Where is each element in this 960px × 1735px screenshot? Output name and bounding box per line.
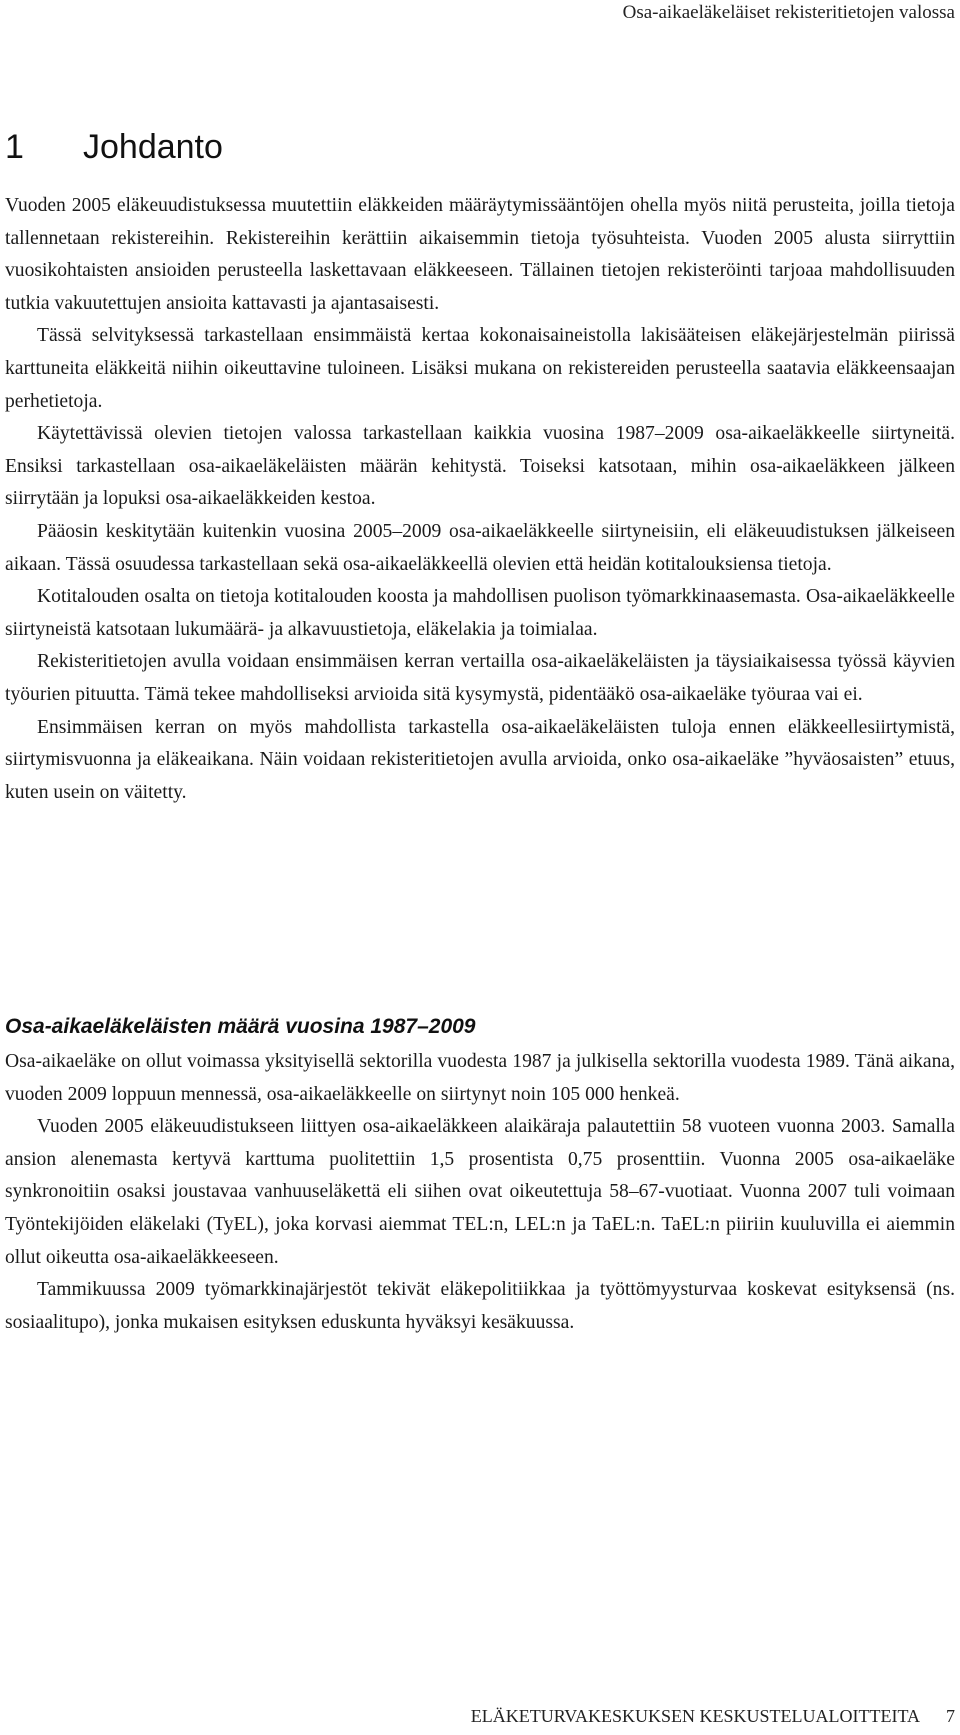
paragraph: Osa-aikaeläke on ollut voimassa yksityisellä sektorilla vuodesta 1987 ja julkisella sektorilla vuodesta 1989. Tänä aikana, vuoden 2009 loppuun mennessä, osa-aikaeläkkeelle on siirtynyt noin 105 000 henkeä. bbox=[5, 1051, 955, 1105]
chapter-number: 1 bbox=[5, 128, 24, 166]
paragraph: Vuoden 2005 eläkeuudistukseen liittyen osa-aikaeläkkeen alaikäraja palautettiin 58 vuoteen vuonna 2003. Samalla ansion alenemasta kertyvä karttuma puolitettiin 1,5 prosentista 0,75 prosenttiin. Vuonna 2005 osa-aikaeläke synkronoitiin osaksi joustavaa vanhuuseläkettä eli siihen ovat oikeutettuja 58–67-vuotiaat. Vuonna 2007 tuli voimaan Työntekijöiden eläkelaki (TyEL), joka korvasi aiemmat TEL:n, LEL:n ja TaEL:n. TaEL:n piiriin kuuluvilla ei aiemmin ollut oikeutta osa-aikaeläkkeeseen. bbox=[5, 1116, 955, 1268]
paragraph: Rekisteritietojen avulla voidaan ensimmäisen kerran vertailla osa-aikaeläkeläisten ja täysiaikaisessa työssä käyvien työurien pituutta. Tämä tekee mahdolliseksi arvioida sitä kysymystä, pidentääkö osa-aikaeläke työuraa vai ei. bbox=[5, 651, 955, 705]
page-number: 7 bbox=[946, 1706, 955, 1726]
chapter-heading bbox=[5, 128, 223, 167]
section-text bbox=[5, 1046, 955, 1339]
section-heading: Osa-aikaeläkeläisten määrä vuosina 1987–2009 bbox=[5, 1015, 476, 1038]
running-header: Osa-aikaeläkeläiset rekisteritietojen valossa bbox=[622, 2, 955, 23]
footer-series-title: ELÄKETURVAKESKUKSEN KESKUSTELUALOITTEITA bbox=[470, 1706, 920, 1726]
chapter-title: Johdanto bbox=[83, 128, 223, 166]
paragraph: Käytettävissä olevien tietojen valossa tarkastellaan kaikkia vuosina 1987–2009 osa-aikaeläkkeelle siirtyneitä. Ensiksi tarkastellaan osa-aikaeläkeläisten määrän kehitystä. Toiseksi katsotaan, mihin osa-aikaeläkkeen jälkeen siirrytään ja lopuksi osa-aikaeläkkeiden kestoa. bbox=[5, 423, 955, 510]
paragraph: Ensimmäisen kerran on myös mahdollista tarkastella osa-aikaeläkeläisten tuloja ennen eläkkeellesiirtymistä, siirtymisvuonna ja eläkeaikana. Näin voidaan rekisteritietojen avulla arvioida, onko osa-aikaeläke ”hyväosaisten” etuus, kuten usein on väitetty. bbox=[5, 716, 955, 803]
paragraph: Kotitalouden osalta on tietoja kotitalouden koosta ja mahdollisen puolison työmarkkinaasemasta. Osa-aikaeläkkeelle siirtyneistä katsotaan lukumäärä- ja alkavuustietoja, eläkelakia ja toimialaa. bbox=[5, 586, 955, 640]
paragraph: Tässä selvityksessä tarkastellaan ensimmäistä kertaa kokonaisaineistolla lakisääteisen eläkejärjestelmän piirissä karttuneita eläkkeitä niihin oikeuttavine tuloineen. Lisäksi mukana on rekistereiden perusteella saatavia eläkkeensaajan perhetietoja. bbox=[5, 325, 955, 412]
paragraph: Vuoden 2005 eläkeuudistuksessa muutettiin eläkkeiden määräytymissääntöjen ohella myös niitä perusteita, joilla tietoja tallennetaan rekistereihin. Rekistereihin kerättiin aikaisemmin tietoja työsuhteista. Vuoden 2005 alusta siirryttiin vuosikohtaisten ansioiden perusteella laskettavaan eläkkeeseen. Tällainen tietojen rekisteröinti tarjoaa mahdollisuuden tutkia vakuutettujen ansioita kattavasti ja ajantasaisesti. bbox=[5, 195, 955, 314]
intro-text bbox=[5, 190, 955, 809]
paragraph: Tammikuussa 2009 työmarkkinajärjestöt tekivät eläkepolitiikkaa ja työttömyysturvaa koskevat esityksensä (ns. sosiaalitupo), jonka mukaisen esityksen eduskunta hyväksyi kesäkuussa. bbox=[5, 1279, 955, 1333]
paragraph: Pääosin keskitytään kuitenkin vuosina 2005–2009 osa-aikaeläkkeelle siirtyneisiin, eli eläkeuudistuksen jälkeiseen aikaan. Tässä osuudessa tarkastellaan sekä osa-aikaeläkkeellä olevien että heidän kotitalouksiensa tietoja. bbox=[5, 520, 955, 575]
running-footer bbox=[471, 1706, 955, 1727]
